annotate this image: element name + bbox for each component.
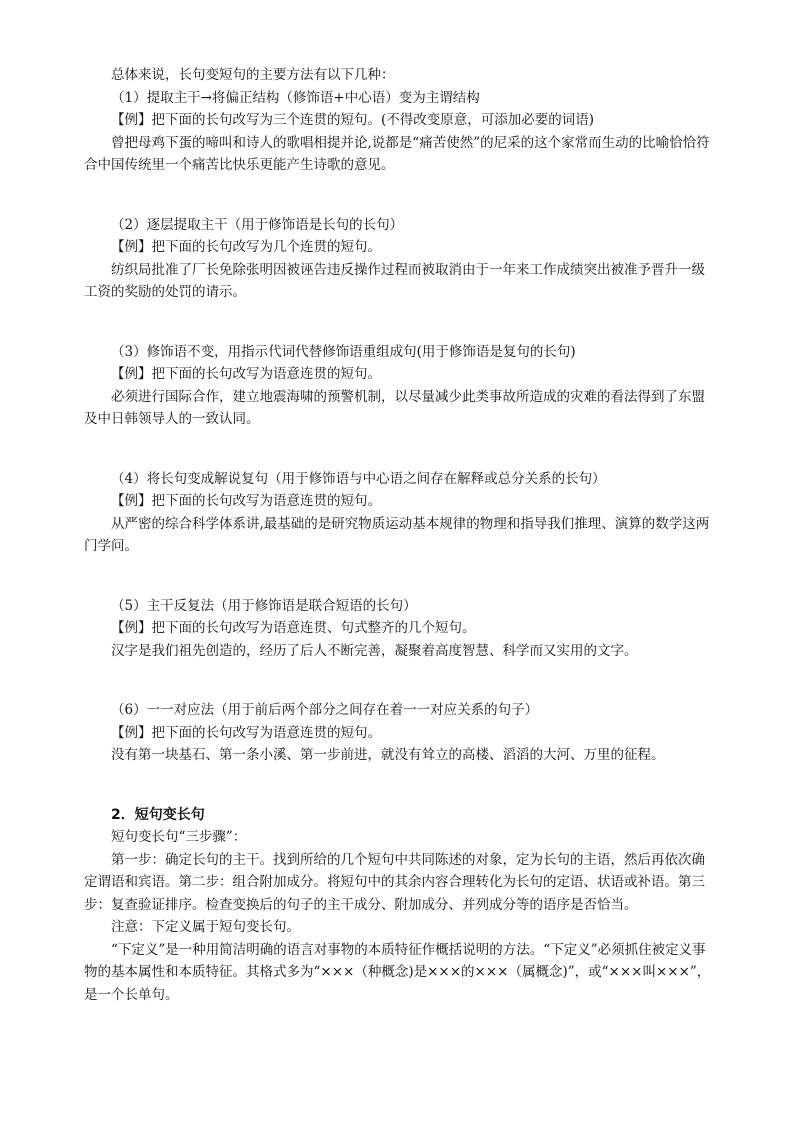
method-text: 没有第一块基石、第一条小溪、第一步前进，就没有耸立的高楼、滔滔的大河、万里的征程。	[111, 747, 665, 763]
method-text: 从严密的综合科学体系讲,最基础的是研究物质运动基本规律的物理和指导我们推理、演算的数学这两门学问。	[84, 515, 710, 554]
method-title: （5）主干反复法（用于修饰语是联合短语的长句）	[111, 597, 417, 614]
method-section-5	[84, 595, 712, 663]
method-text: 纺织局批准了厂长免除张明因被诬告违反操作过程而被取消由于一年来工作成绩突出被准予晋升一级工资的奖励的处罚的请示。	[84, 261, 705, 300]
part2-section	[84, 804, 712, 1007]
method-section-3	[84, 341, 712, 431]
part2-definition: “下定义”是一种用简洁明确的语言对事物的本质特征作概括说明的方法。“下定义”必须抓住被定义事物的基本属性和本质特征。其格式多为“×××（种概念)是×××的×××（属概念)”，或“×××叫×××”，是一个长单句。	[84, 941, 711, 1003]
method-section-2	[84, 214, 712, 304]
part2-steps: 第一步：确定长句的主干。找到所给的几个短句中共同陈述的对象，定为长句的主语，然后再依次确定谓语和宾语。第二步：组合附加成分。将短句中的其余内容合理转化为长句的定语、状语或补语。第三步：复查验证排序。检查变换后的句子的主干成分、附加成分、并列成分等的语序是否恰当。	[84, 851, 705, 913]
method-example: 【例】把下面的长句改写为语意连贯的短句。	[111, 493, 381, 509]
method-section-6	[84, 699, 712, 767]
method-text: 必须进行国际合作，建立地震海啸的预警机制，以尽量减少此类事故所造成的灾难的看法得到了东盟及中日韩领导人的一致认同。	[84, 388, 705, 427]
part2-subtitle: 短句变长句“三步骤”：	[111, 829, 247, 845]
spacer	[84, 431, 712, 468]
method-text: 曾把母鸡下蛋的啼叫和诗人的歌唱相提并论,说都是“痛苦使然”的尼采的这个家常而生动的比喻恰恰符合中国传统里一个痛苦比快乐更能产生诗歌的意见。	[84, 134, 710, 173]
method-title: （6）一一对应法（用于前后两个部分之间存在着一一对应关系的句子）	[111, 702, 539, 718]
method-example: 【例】把下面的长句改写为三个连贯的短句。(不得改变原意，可添加必要的词语)	[111, 112, 595, 128]
part2-heading: 2．短句变长句	[111, 806, 205, 823]
method-example: 【例】把下面的长句改写为几个连贯的短句。	[111, 239, 381, 255]
method-section-4	[84, 468, 712, 558]
spacer	[84, 767, 712, 804]
intro-text: 总体来说，长句变短句的主要方法有以下几种：	[111, 67, 395, 83]
method-example: 【例】把下面的长句改写为语意连贯的短句。	[111, 366, 381, 382]
spacer	[84, 304, 712, 341]
method-title: （1）提取主干→将偏正结构（修饰语+中心语）变为主谓结构	[111, 89, 480, 106]
spacer	[84, 662, 712, 699]
spacer	[84, 177, 712, 214]
method-text: 汉字是我们祖先创造的，经历了后人不断完善，凝聚着高度智慧、科学而又实用的文字。	[111, 642, 638, 659]
method-title: （2）逐层提取主干（用于修饰语是长句的长句）	[111, 216, 404, 233]
method-title: （3）修饰语不变，用指示代词代替修饰语重组成句(用于修饰语是复句的长句)	[111, 343, 576, 360]
document-page	[84, 64, 712, 1006]
part2-note: 注意：下定义属于短句变长句。	[111, 919, 300, 935]
method-example: 【例】把下面的长句改写为语意连贯、句式整齐的几个短句。	[111, 620, 476, 636]
method-section-1	[84, 87, 712, 177]
spacer	[84, 558, 712, 595]
method-title: （4）将长句变成解说复句（用于修饰语与中心语之间存在解释或总分关系的长句）	[111, 470, 606, 487]
method-example: 【例】把下面的长句改写为语意连贯的短句。	[111, 724, 381, 741]
